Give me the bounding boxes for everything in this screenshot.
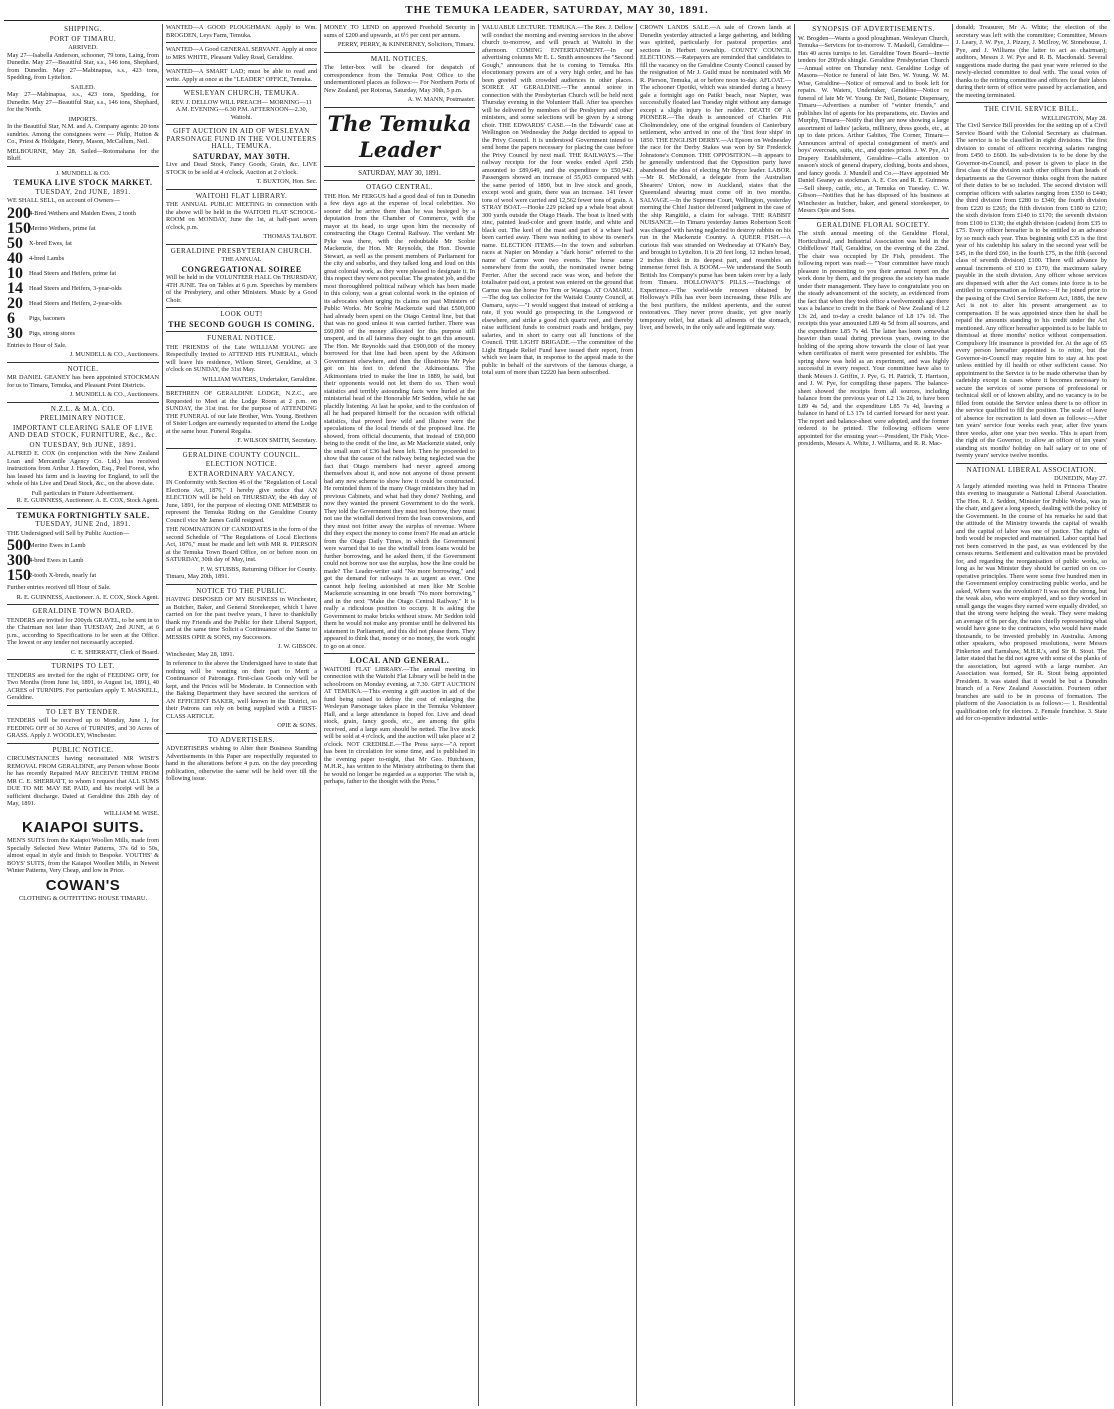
- public-notice-text: CIRCUMSTANCES having necessitated MR WISE'S REMOVAL FROM GERALDINE, any Person whose Boots he has recently Repaired MAY RECEIVE THEM FROM MR C. E. SHERRATT, to whom I request that ALL SUMS DUE TO ME MAY BE PAID, and his receipt will be a sufficient discharge. Dated at Geraldine this 28th day of May, 1891.: [7, 755, 160, 807]
- columns: [4, 24, 1110, 1406]
- perry-signature: PERRY, PERRY, & KINNERNEY, Solicitors, Timaru.: [337, 41, 475, 48]
- lot-qty: 6: [7, 309, 15, 327]
- lot-row: [7, 309, 159, 327]
- turnips-text: TENDERS are invited for the right of FEEDING OFF, for Two Months (from June 1st, 1891, to August 1st, 1891), 40 ACRES of TURNIPS. For particulars apply T. MASKELL, Geraldine.: [7, 671, 159, 701]
- lot-qty: 150: [7, 219, 31, 237]
- column-4: [478, 24, 636, 1406]
- timaru-date: Timaru, May 20th, 1891.: [166, 573, 230, 580]
- kaiapoi-heading: KAIAPOI SUITS.: [21, 819, 144, 836]
- lot-desc: 4-Bred Wethers and Maiden Ewes, 2 tooth: [29, 209, 136, 217]
- extraordinary-heading: EXTRAORDINARY VACANCY.: [188, 469, 295, 478]
- column-2: [162, 24, 320, 1406]
- masthead-rule: [4, 20, 1110, 21]
- lot-row: [7, 279, 159, 297]
- divider: [7, 402, 159, 403]
- port-heading: PORT OF TIMARU.: [49, 34, 117, 43]
- lot-desc: Pigs, baconers: [29, 314, 66, 322]
- notice-public-heading: NOTICE TO THE PUBLIC.: [196, 586, 287, 595]
- clearing-sale-heading: IMPORTANT CLEARING SALE OF LIVE AND DEAD STOCK, FURNITURE, &c., &c.: [8, 423, 158, 439]
- county-council-heading: GERALDINE COUNTY COUNCIL.: [182, 450, 301, 459]
- column-7: [952, 24, 1110, 1406]
- arrived-text: May 27—Isabella Anderson, schooner, 79 tons, Laing, from Dunedin. May 27—Beautiful Star, s.s., 146 tons, Shephard, from Dunedin. May 27—Mabinapua, s.s., 423 tons, Spedding, from Lyttelton.: [7, 51, 159, 81]
- otago-central-article: THE Hon. Mr FERGUS had a good deal of fun in Dunedin a few days ago at the expense of local celebrities. No sooner did he arrive there than he was besieged by a deputation from the Chamber of Commerce, with the mayor at its head, to urge upon him the necessity of constructing the Otago Central Railway. The verdant Mr Pyke was there, with the redoubtable Mr Scobie Mackenzie, the Hon. Mr Reynolds, the Hon. Downie Stewart, as well as the present members of Parliament for the city and suburbs, and they talked long and loud on this great colonial work, as they were pleased to designate it. In this respect they were not peculiar. The greatest job, and the most thoroughbred political railway which has been made in this colony, was a great colonial work in the opinion of its advocates when urging its claims on past Ministers of Public Works. Mr Scobie Mackenzie said that £500,000 had already been spent on the Otago Central line, but that that was no good unless it was carried further. There was £60,000 of the money allocated for this purpose still unspent, and in all fairness they ought to get this amount. The Hon. Mr Reynolds said that £900,000 of the money borrowed for that line had been spent by the Atkinson Government elsewhere, and then the illustrious Mr Pyke got on his feet to defend the Atkinsonians. The Atkinsonians tried to make the line in 1889, he said, but their opponents would not let them do so. Then woul statistics and terribly astounding facts were hurled at the ministerial head of the Honorable Mr Seddon, while he sat placidly listening. At last he spoke, and to the confusion of all he had prepared himself for the occasion with official statistics, that proved how wild and illusive were the speculations of the local friends of the proposed line. He showed, from official documents, that instead of £60,000 being to the credit of the line, as Mr Mackenzie stated, only the small sum of £36 had been left. Then he proceeded to show that the cause of the railway being neglected was the fact that Otago members had never agreed among themselves about it, and now not anyone of those present had any new scheme to show how it could be constructed. He reminded them of the many Otago ministers they had in previous Cabinets, and what had they done? Nothing, and now they wanted the present Government to do the work. They told the Government they must not borrow, they must not use the windfall derived from the loan conversions, and they must not fritter away the surplus of revenue. Where did they expect the money to come from? He read an article from the Otago Daily Times, in which the Government were warned that to use the windfall from loans would be further borrowing, and he asked them, if the Government could not borrow nor use the surplus, how the line could be made? The Leader-writer said "No more borrowing," and got the demand for railways is as urgent as ever. One cannot help feeling astonished at men like Mr Scobie Mackenzie screaming in one breath "No more borrowing," and in the next "Make the Otago Central Railway." It is really a ridiculous position to occupy. It is asking the Government to make bricks without straw. Mr Seddon told them he would not make any promise until he delivered his statement in Parliament, and this did not please them. They appeared to think that, money or no money, the work ought to go on at once.: [324, 192, 475, 650]
- liberal-association-text: A largely attended meeting was held in Princess Theatre this evening to inaugurate a National Liberal Association. The Hon. R. J. Seddon, Minister for Public Works, was in the chair, and gave a long speech, dealing with the policy of the Government. In the course of his remarks he said that the attitude of the Ministry towards the capital of wealth and the capital of labor was one of justice. The rights of both would be respected and maintained. Labor capital had not been conserved in the past, as was evidenced by the census returns. Settlement and cultivation must be provided for, and regarding the reorganisation of public works, so long as he was Minister they should be carried on on co-operative principles. There were some five hundred men in the Government employ constructing public works, and he asked, Where was the revolution? It was not the strong, but the weak also, who were employed, and so they worked in small gangs the wages they earned were equally divided, so that the strong were helping the weak. They were making an average of 9s per day, the rates chiefly representing what would have gone to the contractors, who would have made thousands, to be invested probably in Australia. Among other speakers, who proposed resolutions, were Messrs Pinkerton and Earnshaw, M.H.R.'s, and Sir R. Stout. The latter stated that he did not agree with some of the planks of the association, but agreed with a large number. An Association was formed, Sir R. Stout being appointed President. It was stated that it would be but a Dunedin branch of a New Zealand Association. Fourteen other branches are said to be in process of formation. The platform of the Association is as follows:— 1. Residential qualification only for electors. 2. Female franchise. 3. State aid for co-operative industrial settle-: [956, 482, 1107, 722]
- lot-row: [7, 219, 159, 237]
- local-news-continued: VALUABLE LECTURE. TEMUKA.—The Rev. J. Dellow will conduct the morning and evening services in the above church to-morrow, and will preach at Waitohi in the afternoon. COMING ENTERTAINMENT.—In our advertising columns Mr E. L. Smith announces the "Second Gough," announces that he is coming to Temuka. His elocutionary powers are of a very high order, and he has been greeted with crowded audiences in other places. SOIREE AT GERALDINE.—The annual soiree in connection with the Presbyterian Church will be held next Thursday evening in the Volunteer Hall. After tea speeches will be delivered by members of the Presbytery and other ministers, and some selections will be given by a strong choir. THE EDWARDS' CASE.—In the Edwards' case at Wellington on Wednesday the Judge decided to appeal to the Privy Council. It is understood Government intend to send home the papers necessary for placing the case before the Privy Council by next mail. THE RAILWAYS.—The railway receipts for the four weeks ended April 25th amounted to £89,649, and the expenditure to £50,942. Passengers showed an increase of 55,063 compared with the same period of 1890, but in live stock and goods, except wool and grain, there was an increase. 141 fewer tons of wool were carried and 12,562 fewer tons of grain. A STRAY BOAT.—Hooke 229 picked up a whale boat about 300 yards outside the Otago Heads. The boat is lined with zinc, painted lead-color and green inside, and white and black out. The keel of the mast and part of a whare had been carried away. There was nothing to show its owner's name. ELECTION ITEMS.—In the town and suburban races at Napier on Monday a "dark horse" referred to the name of Carmo won two events. The horse came somewhere from the south, the nominated owner being Ferrier. After the second race was won, and before the totalisator paid out, a protest was entered on the ground that Carmo was the horse Pro Tem or Waraga. AT OAMARU.—The dog tax collector for the Waitaki County Council, at Oamaru, says:—"I would suggest that instead of striking a rate, if you would go prospecting in the Longwood or elsewhere, and strike a good rich quartz reef, and thereby raise sufficient funds to construct roads and bridges, pay salaries, and in short to carry out all functions of the Council. THE LIGHT BRIGADE.—The committee of the Light Brigade Relief Fund have issued their report, from which we learn that, in response to the appeal made to the public in behalf of the survivors of the famous charge, a total sum of more than £2220 has been subscribed.: [482, 24, 633, 376]
- to-let-text: TENDERS will be received up to Monday, June 1, for FEEDING OFF of 30 Acres of TURNIPS, and 30 Acres of GRASS. Apply J. WOODLEY, Winchester.: [7, 717, 159, 739]
- money-to-lend-ad: MONEY TO LEND on approved Freehold Security in sums of £200 and upwards, at 6½ per cent per annum.: [324, 24, 475, 39]
- divider: [166, 244, 317, 245]
- soiree-text: Will be held in the VOLUNTEER HALL On THURSDAY, 4TH JUNE. Tea on Tables at 6 p.m. Speeches by members of the Presbytery, and other Ministers. Music by a Good Choir.: [166, 274, 317, 304]
- annual-label: THE ANNUAL: [221, 256, 262, 263]
- funeral-heading: FUNERAL NOTICE.: [207, 334, 276, 342]
- talbot-signature: THOMAS TALBOT.: [263, 233, 317, 240]
- divider: [324, 166, 475, 167]
- imports-text: In the Beautiful Star, N.M. and A. Company agents: 20 tons sundries. Among the consignees were — Philp, Hutton & Co., Priest & Holdgate, Henry, Mason, McCallum, Neil.: [7, 123, 159, 145]
- wesleyan-heading: WESLEYAN CHURCH, TEMUKA.: [183, 89, 300, 97]
- funeral-text: THE FRIENDS of the Late WILLIAM YOUNG are Respectfully Invited to ATTEND HIS FUNERAL, which will leave his residence, Wilson Street, Geraldine, at 3 o'clock on SUNDAY, the 31st May.: [166, 343, 317, 373]
- lot-desc: Merino Ewes in Lamb: [29, 542, 86, 550]
- divider: [166, 124, 317, 125]
- notice-heading: NOTICE.: [67, 364, 99, 373]
- second-gough-heading: THE SECOND GOUGH IS COMING.: [168, 319, 315, 329]
- divider: [956, 102, 1107, 103]
- lot-desc: 4-bred Lambs: [29, 254, 65, 262]
- floral-society-text: The sixth annual meeting of the Geraldine Floral, Horticultural, and Industrial Association was held in the Oddfellows' Hall, Geraldine, on the evening of the 22nd. The chair was occupied by Dr Fish, president. The following report was read:— "Your committee have much pleasure in presenting to you their annual report on the work done by them, and the progress the society has made under their management. They have to congratulate you on the steady advancement of the society, as evidenced from the fact that when they took office a twelvemonth ago there was a balance to credit in the Bank of New Zealand of L2 13s 2d, and to-day a credit balance of L8 17s 1d. The receipts this year amounted L89 4s 5d from all sources, and the expenditure L85 7s 4d. The latter has been somewhat heavier than usual during previous years, owing to the holding of the spring show towards the close of last year when certificates of merit were presented for exhibits. The spring show was held as an experiment, and was highly successful in every respect. Your committee have also to thank Messrs J. Griffin, J. Pye, G. H. Patrick, T. Harrison, and J. W. Pye, for compiling these papers. The balance-sheet showed the receipts from all sources, including balance from the previous year of L2 13s 2d, to have been L89 4s 5d, and the expenditure L85 7s 4d, leaving a balance in hand of L3 17s 1d carried forward for next year. The report and balance-sheet were adopted, and the former ordered to be printed. The following officers were appointed for the ensuing year:—President, Dr Fish; Vice-presidents, Messrs A. White, J. Williams, and R. R. Mac-: [798, 230, 949, 447]
- divider: [324, 107, 475, 108]
- lot-qty: 150: [7, 567, 31, 584]
- winchester-date: Winchester, May 28, 1891.: [166, 650, 235, 658]
- lot-row: [7, 249, 159, 267]
- lot-qty: 14: [7, 279, 23, 297]
- livestock-heading: TEMUKA LIVE STOCK MARKET.: [13, 178, 153, 187]
- fortnightly-date: TUESDAY, JUNE 2nd, 1891.: [35, 520, 131, 528]
- lot-qty: 300: [7, 552, 31, 569]
- gibson-signature: J. W. GIBSON.: [277, 643, 317, 650]
- local-news-column-5: CROWN LANDS SALE.—A sale of Crown lands at Dunedin yesterday attracted a large gathering, and bidding was spirited, particularly for pastoral properties and sections in Herbert township. COUNTY COUNCIL ELECTIONS.—Ratepayers are reminded that candidates to fill the vacancy on the Geraldine County Council caused by the resignation of Mr J. Guild must be nominated with Mr R. Pierson, Temuka, at or before noon to-day. AFLOAT.—The schooner Opotiki, which was stranded during a heavy gale a fortnight ago on Patiki beach, near Napier, was successfully floated last Tuesday night without any damage except a slight injury to her rudder. DEATH OF A PIONEER.—The death is announced of Charles Pitt Cholmondeley, one of the original founders of Canterbury settlement, who arrived in one of the 'first four ships' in 1850. THE ENGLISH DERBY.—At Epsom on Wednesday the race for the Derby Stakes was won by Sir Frederick Johnstone's Common. THE OPPOSITION.—It appears to be generally understood that the Opposition party have abandoned the idea of electing Mr Bryce leader. LABOR.—Mr R. McDonald, a delegate from the Australian Shearers' Union, now in Auckland, states that the Queensland shearing must come off in two months. SALVAGE.—In the Supreme Court, Wellington, yesterday morning the Chief Justice delivered judgment in the case of the ship Rangitiki, a claim for salvage. THE RABBIT NUISANCE.—In Timaru yesterday James Robertson Scott was charged with having neglected to destroy rabbits on his run in the Mackenzie Country. A QUEER FISH.—A curious fish was stranded on Wednesday at O'Kain's Bay, and brought to Lyttelton. It is 20 feet long, 12 inches broad, 2 inches thick in its deepest part, and resembles an immense ferret fish. A BOOM.—We understand the South British Ins Company's purse has been taken over by a lady from Timaru. HOLLOWAY'S PILLS.—Teachings of Experience.—The world-wide renown obtained by Holloway's Pills has ever been increasing, these Pills are the best purifiers, the mildest aperients, and the surest restoratives. They never prove drastic, yet give nearly temporary relief, but attack all ailments of the stomach, liver, and bowels, in the only safe and legitimate way.: [640, 24, 791, 331]
- mail-notices-text: The letter-box will be cleared for despatch of correspondence from the Temuka Post Office to the undermentioned places as follows:— For Northern Ports of New Zealand, per Rotorua, Saturday, May 30th, 5 p.m.: [324, 64, 475, 94]
- divider: [166, 86, 317, 87]
- fortnightly-text: THE Undersigned will Sell by Public Auction—: [7, 529, 130, 537]
- divider: [7, 705, 159, 706]
- local-general-heading: LOCAL AND GENERAL.: [349, 656, 450, 665]
- lot-desc: 2-tooth X-breds, nearly fat: [29, 572, 97, 580]
- synopsis-heading: SYNOPSIS OF ADVERTISEMENTS.: [812, 25, 935, 33]
- reference-text: In reference to the above the Undersigned have to state that nothing will be wanting on their part to Merit a Continuance of Patronage. First-class Goods only will be kept, and the Prices will be Moderate. In Connection with the Baking Department they have secured the services of AN EFFICIENT BAKER, well known in the District, so their Patrons can rely on being supplied with a FIRST-CLASS ARTICLE.: [166, 660, 317, 720]
- lot-desc: Merino Wethers, prime fat: [29, 224, 96, 232]
- divider: [166, 733, 317, 734]
- mundell-heading: J. MUNDELL & CO.: [55, 169, 111, 177]
- smith-signature: F. WILSON SMITH, Secretary.: [237, 437, 317, 444]
- buxton-signature: T. BUXTON, Hon. Sec.: [256, 178, 317, 185]
- lot-desc: Head Steers and Heifers, 2-year-olds: [29, 299, 122, 307]
- floral-society-continued: donald; Treasurer, Mr A. White; the election of the secretary was left with the committee; Committee, Messrs J. Leary, J. W. Pye, J. Pizzey, J. McIlroy, W. Stonehouse, J. Pye, and J. Williams (the latter to act as chairman); auditors, Messrs J. W. Pye and R. B. Macdonald. Several suggestions made during the past year were referred to the newly-elected committee to deal with. The usual votes of thanks to the retiring committee and officers for their labors during their term of office were passed by acclamation, and the meeting terminated.: [956, 24, 1107, 99]
- otago-central-heading: OTAGO CENTRAL.: [366, 183, 433, 191]
- civil-service-text: The Civil Service Bill provides for the setting up of a Civil Service Board with the Colonial Secretary as chairman. The service is to be classified in eight divisions. The first division to consist of officers receiving salaries ranging from £450 to £600. Its sub-division is to be done by the Governor-in-Council, and power is given to place in the first class of the division such other officers than heads of departments as the Governor thinks ought from the nature of their duties to be so included. The second division will comprise officers with salaries ranging from £350 to £440; the third division from £280 to £340; the fourth division from £220 to £265; the fifth division from £180 to £210; the sixth division from £140 to £170; the seventh division from £100 to £130; the eighth division (cadets) from £35 to £75. Every officer hereafter is to be entitled to an advance by so much each year. Thus beginning with £35 is the first year of his cadetship his salary in the second year will be £45, in the third £60, in the fourth £75, in the fifth (second class of seventh division) £100. There will advance by annual increments of £10 to £170, the maximum salary payable in the sixth division. Any officer whose services are dispensed with after the Act comes into force is to be entitled to compensation as follows:—If he joined prior to the passing of the Civil Service Reform Act, 1886, the new Act is not to alter his present arrangement as to compensation. If he was appointed since then he shall be repaid the amounts standing to his credit under the Act mentioned. Any officer hereafter appointed is to be liable to dismissal at three months' notice without compensation. Compulsory life insurance is provided for. At the age of 65 every person hereafter appointed is to retire, but the Governor-in-Council may require him to stay at his post unless entitled by ill health or other sufficient cause. No appointment to the Service is to be made otherwise than by cadetship except in cases where it becomes necessary to secure the services of some persons of professional or technical skill or of known ability, and no vacancy is to be filled from outside the Service unless there is no officer in the service qualified to fill the position. The scale of leave of absence for recreation is laid down as follows:—After ten years' service four weeks each year, after five years three weeks, after one year two weeks. This is apart from the right of the Governor, to allow an officer of ten years' standing six months' holiday on half salary or to one of twenty years' service twelve months.: [956, 122, 1107, 459]
- nzla-heading: N.Z.L. & M.A. CO.: [50, 404, 116, 413]
- divider: [956, 463, 1107, 464]
- divider: [166, 448, 317, 449]
- divider: [166, 386, 317, 387]
- divider: [7, 166, 159, 167]
- lot-qty: 10: [7, 264, 23, 282]
- divider: [7, 508, 159, 509]
- liberal-association-dateline: DUNEDIN, May 27.: [1054, 475, 1107, 482]
- nomination-text: THE NOMINATION OF CANDIDATES in the form of the second Schedule of "The Regulations of Local Elections Act, 1876," must be made and left with MR R. PIERSON at the Temuka Town Board Office, on or before noon on SATURDAY, 30th day of May, inst.: [166, 526, 317, 563]
- entries-text: Entries to Hour of Sale.: [7, 341, 67, 349]
- wanted-ploughman-ad: WANTED—A GOOD PLOUGHMAN. Apply to Wm. BROGDEN, Leys Farm, Temuka.: [166, 24, 317, 39]
- opie-signature: OPIE & SONS.: [277, 722, 317, 729]
- divider: [166, 331, 317, 332]
- further-entries: Further entries received till Hour of Sale.: [7, 584, 111, 591]
- divider: [7, 743, 159, 744]
- brethren-text: BRETHREN OF GERALDINE LODGE, N.Z.C., are Requested to Meet at the Lodge Room at 2 p.m. on SUNDAY, the 31st inst. for the purpose of ATTENDING THE FUNERAL of our late Brother, Wm. Young. Brethren of Sister Lodges are earnestly requested to attend the Lodge at the same hour. Funeral Regalia.: [166, 390, 317, 435]
- divider: [166, 307, 317, 308]
- stubbs-signature: F. W. STUBBS, Returning Officer for County.: [200, 565, 317, 573]
- livestock-date: TUESDAY, 2nd JUNE, 1891.: [35, 187, 131, 196]
- mail-notices-heading: MAIL NOTICES.: [370, 54, 429, 63]
- to-let-heading: TO LET BY TENDER.: [45, 707, 121, 716]
- arrived-label: ARRIVED.: [68, 44, 98, 51]
- fortnightly-heading: TEMUKA FORTNIGHTLY SALE.: [16, 510, 150, 520]
- lot-row: [7, 324, 159, 342]
- notice-signature: J. MUNDELL & CO., Auctioneers.: [69, 391, 159, 398]
- guinness-signature-2: R. E. GUINNESS, Auctioneer. A. E. COX, Stock Agent.: [16, 593, 159, 601]
- imports-label: IMPORTS.: [68, 115, 98, 123]
- divider: [324, 653, 475, 654]
- lot-qty: 30: [7, 324, 23, 342]
- lot-qty: 200: [7, 204, 31, 222]
- notice-text: MR DANIEL GEANEY has been appointed STOCKMAN for us to Timaru, Temuka, and Pleasant Point Districts.: [7, 374, 159, 389]
- clearing-sale-text: ALFRED E. COX (in conjunction with the New Zealand Loan and Mercantile Agency Co. Ltd.) has received instructions from Arthur J. Hawdon, Esq., Peel Forest, who has leased his farm and is leaving for England, to sell the whole of his Live and Dead Stock, &c., on the above date.: [7, 450, 159, 487]
- preliminary-heading: PRELIMINARY NOTICE.: [40, 414, 126, 422]
- lot-row: [7, 539, 159, 553]
- column-5: [636, 24, 794, 1406]
- lot-desc: Head Steers and Heifers, 3-year-olds: [29, 284, 122, 292]
- lot-row: [7, 554, 159, 568]
- lot-row: [7, 204, 159, 222]
- lot-desc: X-bred Ewes, fat: [29, 239, 72, 247]
- lookout-heading: LOOK OUT!: [220, 310, 263, 318]
- civil-service-dateline: WELLINGTON, May 28.: [1041, 114, 1107, 122]
- town-board-heading: GERALDINE TOWN BOARD.: [32, 607, 134, 615]
- we-shall-text: WE SHALL SELL, on account of Owners—: [7, 197, 120, 204]
- lot-desc: 4-bred Ewes in Lamb: [29, 557, 84, 565]
- postmaster-signature: A. W. MANN, Postmaster.: [407, 96, 475, 103]
- kaiapoi-text: MEN'S SUITS from the Kaiapoi Woollen Mills, made from Specially Selected New Winter Patterns, 37s 6d to 50s, almost equal in style and finish to Bespoke. YOUTHS' & BOYS' SUITS, from the Kaiapoi Woollen Mills, in Newest Winter Patterns, Very Cheap, and low in Price.: [7, 837, 159, 874]
- wise-signature: WILLIAM M. WISE.: [103, 809, 159, 817]
- lot-row: [7, 569, 159, 583]
- melbourne-text: MELBOURNE, May 28. Sailed—Rotomahana for the Bluff.: [7, 147, 159, 162]
- sailed-text: May 27—Mabinapua, s.s., 423 tons, Spedding, for Dunedin. May 27—Beautiful Star, s.s., 146 tons, Shephard, for the North.: [7, 91, 159, 113]
- lot-qty: 500: [7, 537, 31, 554]
- waters-signature: WILLIAM WATERS, Undertaker, Geraldine.: [202, 375, 317, 383]
- dellow-services: REV. J. DELLOW WILL PREACH— MORNING—11 A.M. EVENING—6.30 P.M. AFTERNOON—2.30, Waitohi.: [171, 98, 312, 121]
- tenders-text: TENDERS are invited for 200yds GRAVEL, to be sent in to the Chairman not later than TUESDAY, 2nd JUNE, at 6 p.m., according to Specifications to be seen at the Office. The lowest or any tender not necessarily accepted.: [7, 616, 159, 646]
- divider: [7, 604, 159, 605]
- column-1: [4, 24, 162, 1406]
- cowans-heading: COWAN'S: [45, 876, 121, 894]
- wanted-servant-ad: WANTED—A Good GENERAL SERVANT. Apply at once to MRS WHITE, Pleasant Valley Road, Geraldine.: [166, 46, 317, 61]
- divider: [7, 659, 159, 660]
- cowans-subheading: CLOTHING & OUTFITTING HOUSE TIMARU.: [18, 894, 148, 902]
- civil-service-heading: THE CIVIL SERVICE BILL.: [984, 105, 1079, 113]
- lot-row: [7, 294, 159, 312]
- divider: [166, 584, 317, 585]
- full-particulars: Full particulars in Future Advertisement.: [31, 489, 135, 497]
- lot-qty: 50: [7, 234, 23, 252]
- lot-desc: Pigs, strong stores: [29, 329, 76, 337]
- sherratt-signature: C. E. SHERRATT, Clerk of Board.: [70, 648, 159, 656]
- guinness-signature: R. E. GUINNESS, Auctioneer. A. E. COX, Stock Agent.: [16, 497, 159, 504]
- waitohi-library-text: THE ANNUAL PUBLIC MEETING in connection with the above will be held in the WAITOHI FLAT SCHOOL-ROOM on MONDAY, June the 1st, at half-past seven o'clock, p.m.: [166, 201, 317, 231]
- lot-row: [7, 264, 159, 282]
- floral-society-heading: GERALDINE FLORAL SOCIETY.: [816, 220, 931, 229]
- divider: [166, 64, 317, 65]
- local-general-text: WAITOHI FLAT LIBRARY.—The annual meeting in connection with the Waitohi Flat Library will be held in the schoolroom on Monday evening, at 7.30. GIFT AUCTION AT TEMUKA.—This evening a gift auction in aid of the fund being raised to defray the cost of enlarging the Wesleyan Parsonage takes place in the Temuka Volunteer Hall, and a large attendance is hoped for. Live and dead stock, grain, fancy goods, etc., are among the gifts received, and a large sum should be netted. The live stock will be sold at 4 o'clock, and the auction will take place at 2 o'clock. NOT CREDIBLE.—The Press says:—"A report has been in circulation for some time, and is published in the evening paper to-night, that Mr Geo. Hutchison, M.H.R., has written to the Ministry attributing to them that he would no longer be regarded as a supporter. The wish is, perhaps, father to the thought with the Press.": [324, 665, 475, 785]
- gift-auction-text: Live and Dead Stock, Fancy Goods, Grain, &c. LIVE STOCK to be sold at 4 o'clock. Auction at 2 o'clock.: [166, 161, 317, 176]
- divider: [798, 218, 949, 219]
- mundell-signature: J. MUNDELL & CO., Auctioneers.: [69, 351, 159, 358]
- lot-qty: 40: [7, 249, 23, 267]
- divider: [324, 180, 475, 181]
- divider: [7, 362, 159, 363]
- wanted-lad-ad: WANTED—A SMART LAD; must be able to read and write. Apply at once at the "LEADER" OFFICE, Temuka.: [166, 68, 317, 83]
- sailed-label: SAILED.: [71, 83, 95, 91]
- advertisers-heading: TO ADVERTISERS.: [208, 735, 275, 744]
- presbyterian-heading: GERALDINE PRESBYTERIAN CHURCH.: [170, 246, 313, 255]
- issue-date: SATURDAY, MAY 30, 1891.: [358, 168, 441, 177]
- lot-desc: Head Steers and Heifers, prime fat: [29, 269, 117, 277]
- lot-row: [7, 234, 159, 252]
- disposed-text: HAVING DISPOSED OF MY BUSINESS in Winchester, as Butcher, Baker, and General Storekeeper, which I have carried on for the past twelve years, I have to thankfully thank my Friends and the Public for their Liberal Support, and at the same time Solicit a Continuance of the Same to MESSRS OPIE & SONS, my Successors.: [166, 596, 317, 641]
- gift-auction-heading: GIFT AUCTION IN AID OF WESLEYAN PARSONAGE FUND IN THE VOLUNTEERS HALL, TEMUKA.: [166, 127, 317, 150]
- soiree-heading: CONGREGATIONAL SOIREE: [181, 264, 302, 274]
- column-6: [794, 24, 952, 1406]
- lot-qty: 20: [7, 294, 23, 312]
- divider: [166, 189, 317, 190]
- newspaper-title: The Temuka Leader: [327, 110, 472, 162]
- livestock-lots: [7, 204, 159, 342]
- election-notice-heading: ELECTION NOTICE.: [205, 460, 278, 468]
- shipping-heading: SHIPPING.: [64, 25, 102, 33]
- divider: [166, 42, 317, 43]
- column-3: [320, 24, 478, 1406]
- masthead: THE TEMUKA LEADER, SATURDAY, MAY 30, 1891.: [405, 4, 709, 16]
- clearing-sale-date: ON TUESDAY, 9th JUNE, 1891.: [29, 440, 137, 449]
- advertisers-text: ADVERTISERS wishing to Alter their Business Standing Advertisements in this Paper are respectfully requested to hand in the alterations before 4 p.m. on the day preceding publication, otherwise the same will be held over till the following issue.: [166, 745, 317, 782]
- synopsis-text: W. Brogden—Wants a good ploughman. Wesleyan Church, Temuka—Services for to-morrow. T. Maskell, Geraldine—Has 40 acres turnips to let. Geraldine Town Board—Invite tenders for 200yds shingle. Geraldine Presbyterian Church—Annual soiree on Thursday next. Geraldine Lodge of Masons—Notice re funeral of late Bro. W. Young. W. M. Wise, Geraldine—Notice of removal and to book left for repairs. W. Waters, Undertaker, Geraldine—Notice re funeral of late Mr W. Young. Dr Neil, Botanic Dispensary, Timaru—Advertises a number of "winter friends," and publishes list of agents for his preparations, etc. Davies and Murphy, Timaru—Notify that they are now showing a large assortment of ladies' jackets, millinery, dress goods, etc., at up to date prices. Arthur Gabites, The Corner, Timaru—Announces arrival of special consignment of men's and boys' overcoats, suits, etc., and quotes prices. J. W. Pye, A1 Drapery Establishment, Geraldine—Calls attention to season's stock of general drapery, clothing, boots and shoes, and fancy goods. J. Mundell and Co.—Have appointed Mr Daniel Geaney as stockman. A. E. Cox and R. E. Guinness—Sell sheep, cattle, etc., at Temuka on Tuesday. C. W. Gibson—Notifies that he has disposed of his business at Winchester as butcher, baker, and general storekeeper, to Messrs Opie and Sons.: [798, 34, 949, 214]
- gift-auction-date: SATURDAY, MAY 30TH.: [192, 151, 291, 161]
- waitohi-library-heading: WAITOHI FLAT LIBRARY.: [195, 191, 288, 200]
- turnips-heading: TURNIPS TO LET.: [51, 662, 115, 670]
- public-notice-heading: PUBLIC NOTICE.: [52, 745, 114, 754]
- conformity-text: IN Conformity with Section 46 of the "Regulation of Local Elections Act, 1876," I hereby give notice that AN ELECTION will be held on THURSDAY, the 4th day of June, 1891, for the purpose of electing ONE MEMBER to represent the Temuka Riding on the Geraldine County Council vice Mr James Guild resigned.: [166, 479, 317, 524]
- liberal-association-heading: NATIONAL LIBERAL ASSOCIATION.: [966, 465, 1097, 474]
- divider: [324, 52, 475, 53]
